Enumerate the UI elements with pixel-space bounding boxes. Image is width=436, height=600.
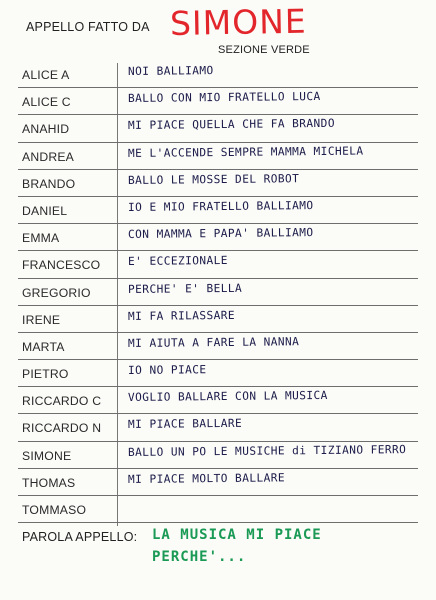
student-name: ALICE A bbox=[22, 68, 70, 82]
student-name: TOMMASO bbox=[22, 503, 87, 517]
table-row bbox=[0, 143, 436, 170]
student-name: MARTA bbox=[22, 339, 65, 354]
table-row bbox=[0, 251, 436, 278]
student-name: ANAHID bbox=[22, 122, 70, 137]
table-row bbox=[0, 61, 436, 88]
student-name: ALICE C bbox=[22, 95, 71, 110]
header-label: APPELLO FATTO DA bbox=[26, 20, 150, 34]
student-answer: MI PIACE MOLTO BALLARE bbox=[127, 471, 286, 486]
student-answer: IO E MIO FRATELLO BALLIAMO bbox=[127, 198, 314, 214]
footer-answer bbox=[152, 527, 322, 565]
table-row bbox=[0, 224, 436, 251]
student-answer: ME L'ACCENDE SEMPRE MAMMA MICHELA bbox=[127, 144, 364, 160]
student-name: IRENE bbox=[22, 312, 61, 327]
student-answer: BALLO CON MIO FRATELLO LUCA bbox=[127, 90, 321, 106]
student-answer: MI PIACE BALLARE bbox=[127, 417, 243, 432]
student-name: EMMA bbox=[22, 231, 60, 246]
table-row bbox=[0, 170, 436, 197]
answer-line-2: PERCHE'... bbox=[152, 549, 247, 565]
student-name: SIMONE bbox=[22, 448, 72, 463]
student-answer: IO NO PIACE bbox=[127, 363, 207, 378]
student-name: DANIEL bbox=[22, 203, 68, 218]
student-answer: E' ECCEZIONALE bbox=[127, 254, 228, 269]
student-answer: MI PIACE QUELLA CHE FA BRANDO bbox=[127, 117, 335, 133]
table-row bbox=[0, 115, 436, 142]
attendance-list bbox=[0, 61, 436, 523]
table-row bbox=[0, 306, 436, 333]
answer-line-1: LA MUSICA MI PIACE bbox=[152, 527, 322, 543]
student-answer: VOGLIO BALLARE CON LA MUSICA bbox=[127, 389, 328, 405]
student-answer: NOI BALLIAMO bbox=[127, 64, 214, 78]
table-row bbox=[0, 414, 436, 441]
table-row bbox=[0, 496, 436, 523]
student-name: RICCARDO C bbox=[22, 394, 102, 409]
student-name: FRANCESCO bbox=[22, 258, 101, 273]
row-line bbox=[18, 522, 418, 523]
student-answer: PERCHE' E' BELLA bbox=[127, 281, 243, 296]
student-answer: MI FA RILASSARE bbox=[127, 308, 236, 323]
student-name: GREGORIO bbox=[22, 285, 91, 300]
table-row bbox=[0, 279, 436, 306]
author-name: SIMONE bbox=[169, 1, 307, 43]
table-row bbox=[0, 387, 436, 414]
table-row bbox=[0, 442, 436, 469]
student-name: BRANDO bbox=[22, 176, 76, 191]
student-name: THOMAS bbox=[22, 475, 76, 490]
student-answer: MI AIUTA A FARE LA NANNA bbox=[127, 335, 300, 350]
student-name: PIETRO bbox=[22, 367, 69, 382]
table-row bbox=[0, 360, 436, 387]
footer-label: PAROLA APPELLO: bbox=[22, 530, 138, 544]
section-name: SEZIONE VERDE bbox=[218, 44, 310, 56]
table-row bbox=[0, 333, 436, 360]
student-answer: BALLO LE MOSSE DEL ROBOT bbox=[127, 171, 300, 187]
student-answer: BALLO UN PO LE MUSICHE di TIZIANO FERRO bbox=[127, 442, 407, 459]
student-answer: CON MAMMA E PAPA' BALLIAMO bbox=[127, 226, 314, 242]
table-row bbox=[0, 88, 436, 115]
student-name: RICCARDO N bbox=[22, 421, 102, 436]
student-name: ANDREA bbox=[22, 149, 74, 164]
table-row bbox=[0, 197, 436, 224]
table-row bbox=[0, 469, 436, 496]
